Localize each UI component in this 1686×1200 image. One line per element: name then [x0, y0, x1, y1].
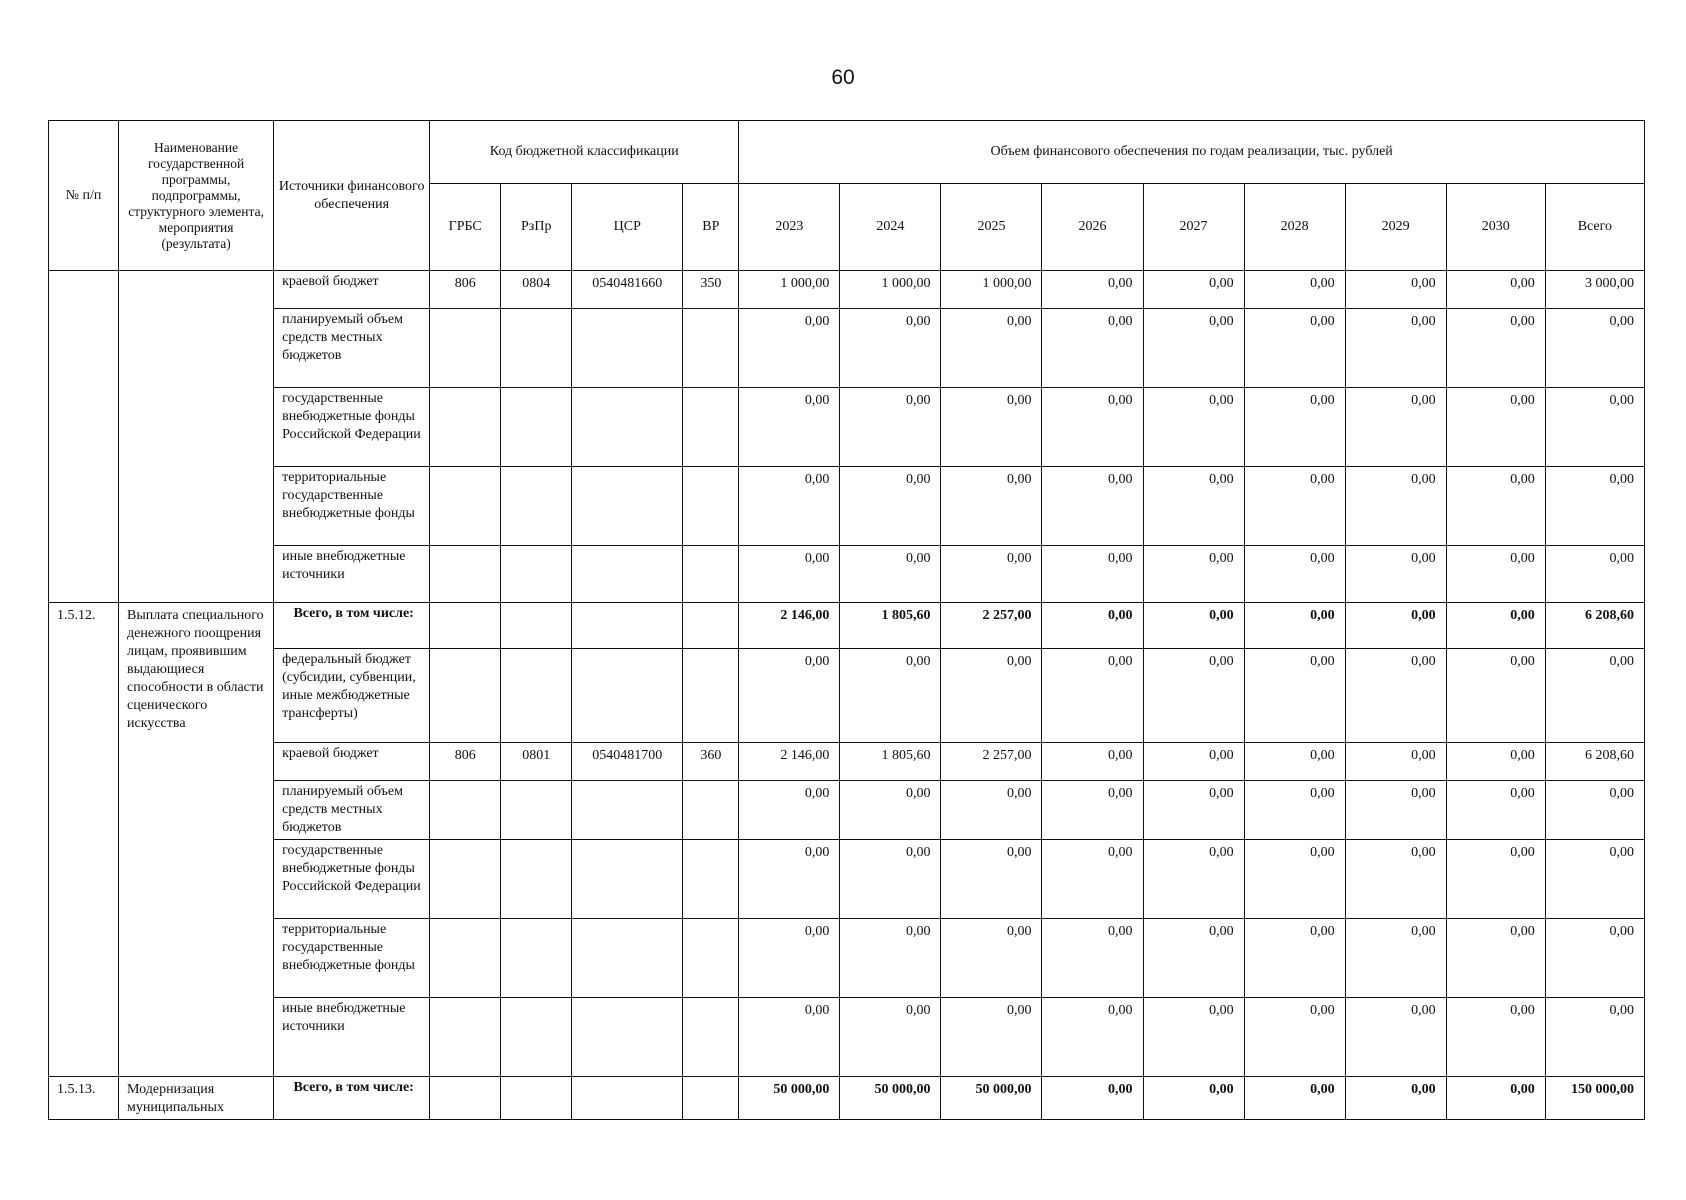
code-cell	[572, 603, 683, 649]
code-cell	[572, 649, 683, 743]
value-cell: 2 146,00	[739, 743, 840, 781]
value-cell: 0,00	[739, 840, 840, 919]
value-cell: 0,00	[941, 388, 1042, 467]
code-cell	[501, 1077, 572, 1120]
value-cell: 0,00	[1446, 919, 1545, 998]
value-cell: 1 000,00	[941, 271, 1042, 309]
code-cell	[430, 998, 501, 1077]
code-cell	[683, 388, 739, 467]
value-cell: 0,00	[1345, 1077, 1446, 1120]
value-cell: 0,00	[840, 309, 941, 388]
value-cell: 1 000,00	[840, 271, 941, 309]
value-cell: 0,00	[1446, 1077, 1545, 1120]
value-cell: 0,00	[1446, 649, 1545, 743]
header-code-0: ГРБС	[430, 184, 501, 271]
value-cell: 0,00	[1446, 271, 1545, 309]
value-cell: 0,00	[1042, 919, 1143, 998]
header-year-7: 2030	[1446, 184, 1545, 271]
code-cell	[683, 840, 739, 919]
value-cell: 0,00	[1042, 1077, 1143, 1120]
value-cell: 0,00	[1244, 388, 1345, 467]
item-index	[49, 271, 119, 603]
value-cell: 0,00	[1143, 743, 1244, 781]
value-cell: 0,00	[1042, 840, 1143, 919]
value-cell: 0,00	[941, 781, 1042, 840]
code-cell: 0801	[501, 743, 572, 781]
header-code-1: РзПр	[501, 184, 572, 271]
value-cell: 1 805,60	[840, 743, 941, 781]
value-cell: 0,00	[1345, 467, 1446, 546]
code-cell	[572, 467, 683, 546]
value-cell: 0,00	[1042, 603, 1143, 649]
item-name	[119, 271, 274, 603]
code-cell	[572, 1077, 683, 1120]
table-row	[49, 649, 1645, 743]
value-cell: 0,00	[739, 919, 840, 998]
source-cell: иные внебюджетные источники	[274, 546, 430, 603]
item-index: 1.5.13.	[49, 1077, 119, 1120]
code-cell	[501, 781, 572, 840]
value-cell: 0,00	[1244, 467, 1345, 546]
code-cell	[572, 840, 683, 919]
value-cell: 3 000,00	[1545, 271, 1644, 309]
header-year-0: 2023	[739, 184, 840, 271]
code-cell	[501, 546, 572, 603]
value-cell: 2 257,00	[941, 743, 1042, 781]
value-cell: 1 805,60	[840, 603, 941, 649]
header-year-5: 2028	[1244, 184, 1345, 271]
value-cell: 0,00	[739, 546, 840, 603]
value-cell: 6 208,60	[1545, 603, 1644, 649]
table-row	[49, 998, 1645, 1077]
code-cell	[572, 919, 683, 998]
code-cell	[501, 309, 572, 388]
value-cell: 0,00	[739, 649, 840, 743]
table-row	[49, 1077, 1645, 1120]
code-cell: 0540481660	[572, 271, 683, 309]
value-cell: 0,00	[1042, 781, 1143, 840]
value-cell: 50 000,00	[739, 1077, 840, 1120]
value-cell: 0,00	[1345, 743, 1446, 781]
header-name: Наименование государственной программы, подпрограммы, структурного элемента, мероприятия (результата)	[119, 121, 274, 271]
value-cell: 0,00	[1042, 546, 1143, 603]
value-cell: 0,00	[840, 467, 941, 546]
header-code-group: Код бюджетной классификации	[430, 121, 739, 184]
header-year-8: Всего	[1545, 184, 1644, 271]
value-cell: 0,00	[1244, 271, 1345, 309]
page-number: 60	[831, 66, 855, 89]
value-cell: 0,00	[1244, 998, 1345, 1077]
value-cell: 0,00	[1446, 603, 1545, 649]
source-cell: краевой бюджет	[274, 743, 430, 781]
header-year-4: 2027	[1143, 184, 1244, 271]
code-cell: 0540481700	[572, 743, 683, 781]
value-cell: 0,00	[1345, 271, 1446, 309]
table-row	[49, 603, 1645, 649]
value-cell: 0,00	[1446, 388, 1545, 467]
code-cell	[430, 467, 501, 546]
value-cell: 0,00	[1345, 781, 1446, 840]
value-cell: 0,00	[941, 546, 1042, 603]
value-cell: 0,00	[1042, 649, 1143, 743]
code-cell	[572, 388, 683, 467]
table-row	[49, 781, 1645, 840]
value-cell: 0,00	[1143, 649, 1244, 743]
value-cell: 0,00	[840, 546, 941, 603]
code-cell	[501, 998, 572, 1077]
value-cell: 0,00	[1244, 781, 1345, 840]
source-cell: иные внебюджетные источники	[274, 998, 430, 1077]
code-cell	[683, 919, 739, 998]
header-source: Источники финансового обеспечения	[274, 121, 430, 271]
value-cell: 2 257,00	[941, 603, 1042, 649]
value-cell: 0,00	[739, 467, 840, 546]
value-cell: 0,00	[1345, 919, 1446, 998]
value-cell: 0,00	[941, 919, 1042, 998]
code-cell	[683, 546, 739, 603]
code-cell: 360	[683, 743, 739, 781]
value-cell: 0,00	[1143, 309, 1244, 388]
value-cell: 1 000,00	[739, 271, 840, 309]
value-cell: 0,00	[1143, 840, 1244, 919]
value-cell: 0,00	[1446, 309, 1545, 388]
source-cell: планируемый объем средств местных бюджетов	[274, 309, 430, 388]
value-cell: 0,00	[1545, 840, 1644, 919]
value-cell: 0,00	[1545, 998, 1644, 1077]
value-cell: 6 208,60	[1545, 743, 1644, 781]
value-cell: 0,00	[840, 781, 941, 840]
value-cell: 0,00	[1545, 309, 1644, 388]
value-cell: 0,00	[1545, 467, 1644, 546]
value-cell: 0,00	[1345, 309, 1446, 388]
header-volume-group: Объем финансового обеспечения по годам реализации, тыс. рублей	[739, 121, 1645, 184]
value-cell: 50 000,00	[941, 1077, 1042, 1120]
value-cell: 0,00	[1244, 546, 1345, 603]
code-cell	[572, 546, 683, 603]
value-cell: 0,00	[840, 919, 941, 998]
code-cell	[683, 998, 739, 1077]
source-cell: федеральный бюджет (субсидии, субвенции, иные межбюджетные трансферты)	[274, 649, 430, 743]
table-row	[49, 271, 1645, 309]
code-cell	[572, 998, 683, 1077]
value-cell: 0,00	[1345, 388, 1446, 467]
value-cell: 0,00	[840, 649, 941, 743]
header-year-3: 2026	[1042, 184, 1143, 271]
code-cell: 350	[683, 271, 739, 309]
value-cell: 0,00	[941, 467, 1042, 546]
code-cell	[683, 467, 739, 546]
code-cell	[430, 1077, 501, 1120]
item-index: 1.5.12.	[49, 603, 119, 1077]
source-cell: Всего, в том числе:	[274, 1077, 430, 1120]
header-code-3: ВР	[683, 184, 739, 271]
value-cell: 0,00	[1244, 309, 1345, 388]
value-cell: 0,00	[1143, 998, 1244, 1077]
code-cell	[683, 1077, 739, 1120]
value-cell: 0,00	[1244, 603, 1345, 649]
table-row	[49, 919, 1645, 998]
table-row	[49, 467, 1645, 546]
value-cell: 0,00	[941, 309, 1042, 388]
value-cell: 0,00	[1446, 467, 1545, 546]
value-cell: 0,00	[1446, 998, 1545, 1077]
item-name: Модернизация муниципальных	[119, 1077, 274, 1120]
code-cell	[430, 781, 501, 840]
value-cell: 0,00	[1143, 388, 1244, 467]
source-cell: Всего, в том числе:	[274, 603, 430, 649]
source-cell: территориальные государственные внебюджетные фонды	[274, 919, 430, 998]
code-cell	[683, 649, 739, 743]
code-cell	[572, 309, 683, 388]
value-cell: 0,00	[941, 840, 1042, 919]
value-cell: 0,00	[1042, 467, 1143, 546]
value-cell: 0,00	[1143, 919, 1244, 998]
code-cell	[430, 309, 501, 388]
code-cell	[501, 603, 572, 649]
header-year-2: 2025	[941, 184, 1042, 271]
value-cell: 0,00	[1446, 840, 1545, 919]
value-cell: 0,00	[1545, 781, 1644, 840]
code-cell: 806	[430, 271, 501, 309]
table-row	[49, 309, 1645, 388]
code-cell	[683, 781, 739, 840]
value-cell: 0,00	[1143, 271, 1244, 309]
source-cell: планируемый объем средств местных бюджетов	[274, 781, 430, 840]
value-cell: 0,00	[1545, 388, 1644, 467]
value-cell: 0,00	[739, 781, 840, 840]
source-cell: краевой бюджет	[274, 271, 430, 309]
code-cell	[430, 919, 501, 998]
value-cell: 0,00	[1446, 743, 1545, 781]
code-cell: 806	[430, 743, 501, 781]
code-cell	[501, 649, 572, 743]
value-cell: 0,00	[1143, 603, 1244, 649]
value-cell: 0,00	[1143, 546, 1244, 603]
value-cell: 0,00	[840, 840, 941, 919]
value-cell: 0,00	[739, 309, 840, 388]
value-cell: 0,00	[1042, 743, 1143, 781]
code-cell	[430, 840, 501, 919]
value-cell: 0,00	[1143, 781, 1244, 840]
value-cell: 0,00	[1244, 919, 1345, 998]
value-cell: 2 146,00	[739, 603, 840, 649]
source-cell: территориальные государственные внебюджетные фонды	[274, 467, 430, 546]
value-cell: 0,00	[1042, 271, 1143, 309]
value-cell: 0,00	[1545, 546, 1644, 603]
financing-table	[48, 120, 1645, 1120]
header-year-6: 2029	[1345, 184, 1446, 271]
value-cell: 0,00	[1545, 919, 1644, 998]
table-row	[49, 546, 1645, 603]
value-cell: 0,00	[1244, 840, 1345, 919]
source-cell: государственные внебюджетные фонды Российской Федерации	[274, 388, 430, 467]
value-cell: 0,00	[1244, 649, 1345, 743]
value-cell: 0,00	[1446, 781, 1545, 840]
value-cell: 0,00	[1042, 998, 1143, 1077]
table-row	[49, 388, 1645, 467]
table-row	[49, 840, 1645, 919]
table-row	[49, 743, 1645, 781]
value-cell: 0,00	[1345, 546, 1446, 603]
code-cell	[683, 309, 739, 388]
value-cell: 150 000,00	[1545, 1077, 1644, 1120]
value-cell: 0,00	[1244, 1077, 1345, 1120]
item-name: Выплата специального денежного поощрения лицам, проявившим выдающиеся способности в области сценического искусства	[119, 603, 274, 1077]
source-cell: государственные внебюджетные фонды Российской Федерации	[274, 840, 430, 919]
value-cell: 0,00	[1545, 649, 1644, 743]
code-cell	[501, 388, 572, 467]
value-cell: 0,00	[1042, 309, 1143, 388]
header-code-2: ЦСР	[572, 184, 683, 271]
code-cell	[430, 388, 501, 467]
value-cell: 0,00	[840, 998, 941, 1077]
value-cell: 0,00	[739, 388, 840, 467]
header-year-1: 2024	[840, 184, 941, 271]
code-cell	[501, 919, 572, 998]
value-cell: 0,00	[840, 388, 941, 467]
value-cell: 50 000,00	[840, 1077, 941, 1120]
code-cell	[430, 649, 501, 743]
code-cell	[430, 603, 501, 649]
value-cell: 0,00	[1446, 546, 1545, 603]
value-cell: 0,00	[941, 649, 1042, 743]
header-num: № п/п	[49, 121, 119, 271]
value-cell: 0,00	[1345, 840, 1446, 919]
code-cell	[683, 603, 739, 649]
code-cell	[572, 781, 683, 840]
value-cell: 0,00	[1345, 603, 1446, 649]
value-cell: 0,00	[739, 998, 840, 1077]
code-cell	[430, 546, 501, 603]
value-cell: 0,00	[941, 998, 1042, 1077]
value-cell: 0,00	[1143, 467, 1244, 546]
code-cell: 0804	[501, 271, 572, 309]
value-cell: 0,00	[1345, 998, 1446, 1077]
code-cell	[501, 467, 572, 546]
value-cell: 0,00	[1042, 388, 1143, 467]
value-cell: 0,00	[1143, 1077, 1244, 1120]
value-cell: 0,00	[1345, 649, 1446, 743]
code-cell	[501, 840, 572, 919]
value-cell: 0,00	[1244, 743, 1345, 781]
table-body	[49, 271, 1645, 1120]
